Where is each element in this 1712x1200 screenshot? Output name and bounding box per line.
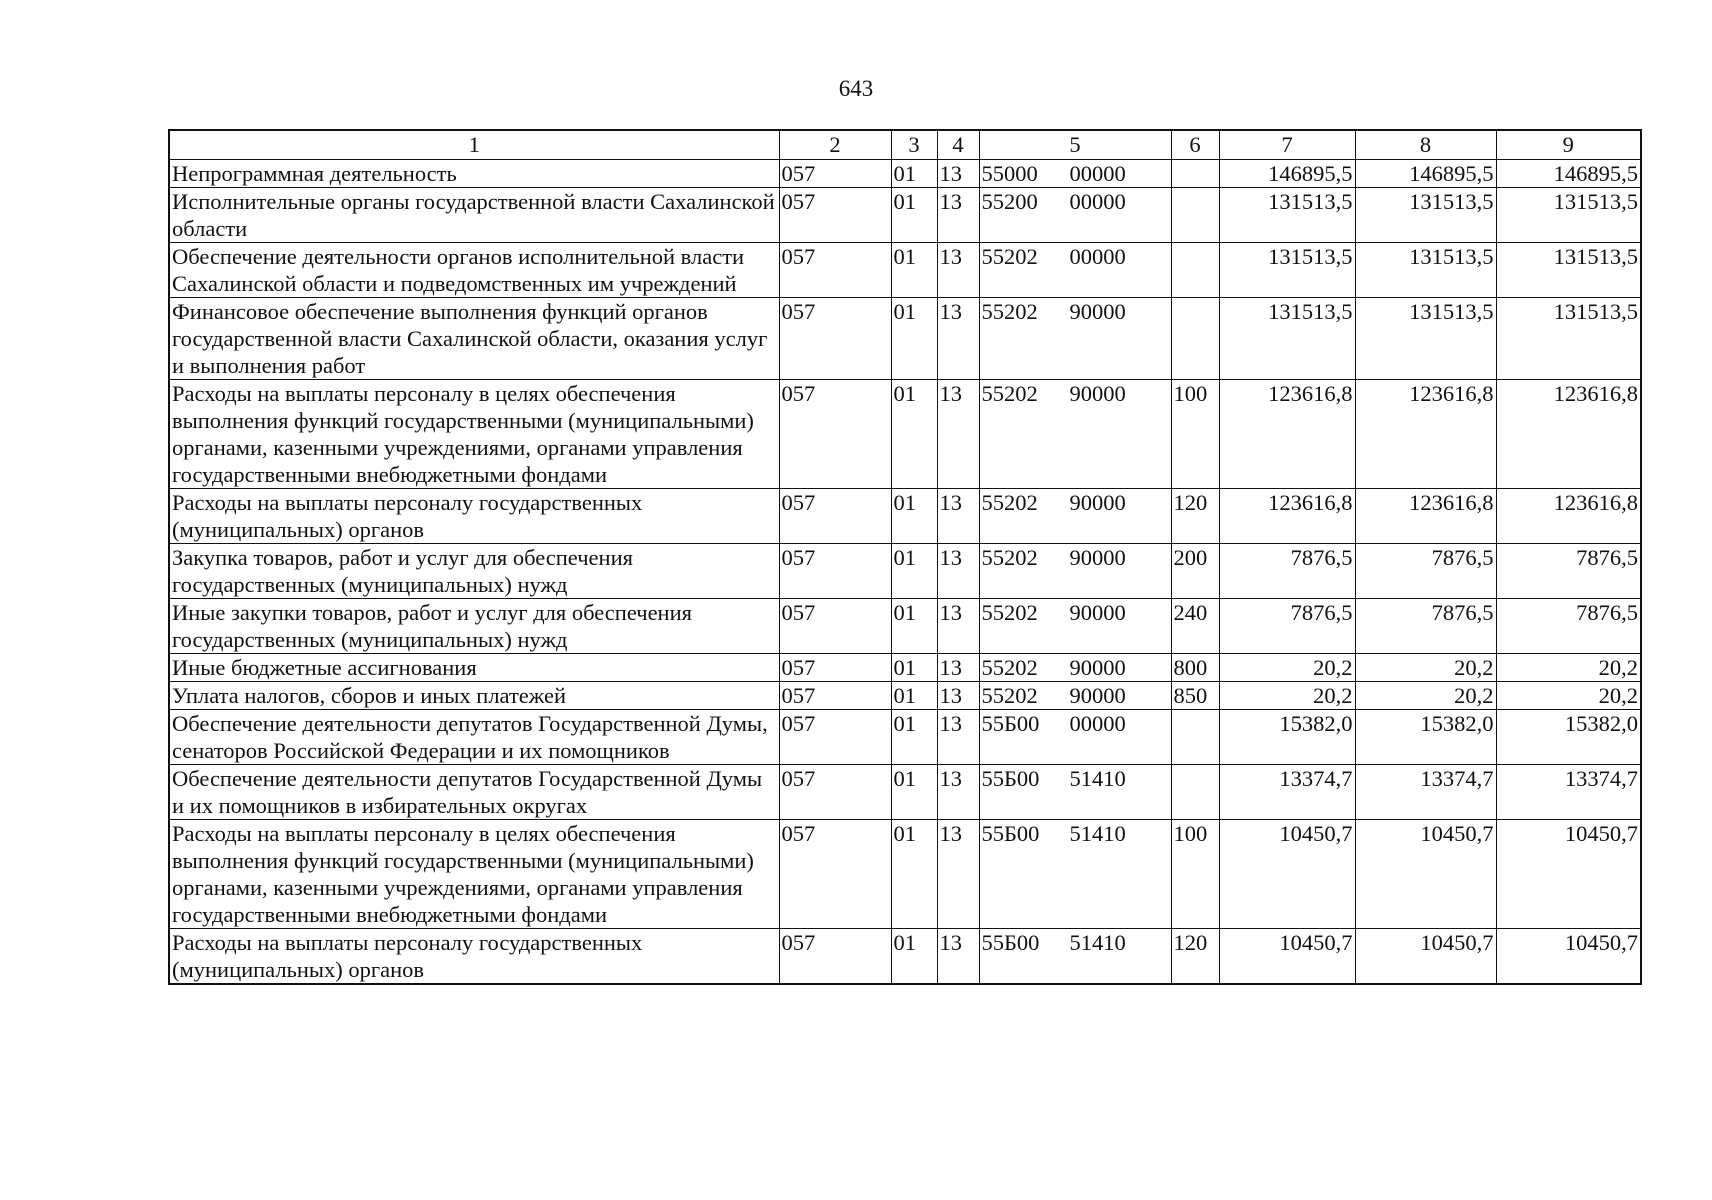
- target-article-code-part2: 00000: [1069, 161, 1126, 186]
- column-header: 8: [1355, 130, 1496, 160]
- target-article-code: [979, 298, 1171, 380]
- row-name: Исполнительные органы государственной власти Сахалинской области: [169, 188, 779, 243]
- page-number: 643: [838, 76, 874, 101]
- row-name: Расходы на выплаты персоналу в целях обеспечения выполнения функций государственными (муниципальными) органами, казенными учреждениями, органами управления государственными внебюджетными фондами: [169, 380, 779, 489]
- amount-col8: 15382,0: [1355, 710, 1496, 765]
- expense-type-code: 850: [1171, 682, 1219, 710]
- expense-type-code: [1171, 298, 1219, 380]
- section-code: 01: [891, 380, 937, 489]
- target-article-code-part2: 00000: [1069, 189, 1126, 214]
- ministry-code: 057: [779, 710, 891, 765]
- target-article-code-part2: 51410: [1069, 930, 1126, 955]
- target-article-code-part1: 55202: [981, 244, 1038, 269]
- amount-col9: 7876,5: [1496, 599, 1641, 654]
- ministry-code: 057: [779, 654, 891, 682]
- amount-col7: 123616,8: [1219, 380, 1355, 489]
- target-article-code-part1: 55202: [981, 683, 1038, 708]
- subsection-code: 13: [937, 188, 979, 243]
- ministry-code: 057: [779, 599, 891, 654]
- target-article-code: [979, 544, 1171, 599]
- amount-col9: 131513,5: [1496, 188, 1641, 243]
- header-row: [169, 130, 1641, 160]
- subsection-code: 13: [937, 243, 979, 298]
- target-article-code-part1: 55202: [981, 299, 1038, 324]
- amount-col9: 131513,5: [1496, 298, 1641, 380]
- ministry-code: 057: [779, 243, 891, 298]
- section-code: 01: [891, 929, 937, 985]
- target-article-code-part1: 55202: [981, 655, 1038, 680]
- row-name: Иные бюджетные ассигнования: [169, 654, 779, 682]
- target-article-code: [979, 765, 1171, 820]
- target-article-code-part1: 55Б00: [981, 766, 1040, 791]
- target-article-code-part2: 00000: [1069, 244, 1126, 269]
- amount-col8: 7876,5: [1355, 599, 1496, 654]
- amount-col7: 13374,7: [1219, 765, 1355, 820]
- expense-type-code: 200: [1171, 544, 1219, 599]
- expense-type-code: 120: [1171, 929, 1219, 985]
- row-name: Обеспечение деятельности депутатов Государственной Думы и их помощников в избирательных округах: [169, 765, 779, 820]
- target-article-code-part2: 90000: [1069, 683, 1126, 708]
- row-name: Иные закупки товаров, работ и услуг для обеспечения государственных (муниципальных) нужд: [169, 599, 779, 654]
- ministry-code: 057: [779, 160, 891, 188]
- expense-type-code: [1171, 710, 1219, 765]
- target-article-code-part2: 51410: [1069, 766, 1126, 791]
- row-name: Обеспечение деятельности депутатов Государственной Думы, сенаторов Российской Федерации и их помощников: [169, 710, 779, 765]
- amount-col7: 20,2: [1219, 682, 1355, 710]
- ministry-code: 057: [779, 820, 891, 929]
- subsection-code: 13: [937, 599, 979, 654]
- table-row: [169, 682, 1641, 710]
- target-article-code-part2: 00000: [1069, 711, 1126, 736]
- table-row: [169, 710, 1641, 765]
- amount-col8: 131513,5: [1355, 298, 1496, 380]
- amount-col8: 20,2: [1355, 682, 1496, 710]
- amount-col8: 123616,8: [1355, 489, 1496, 544]
- table-row: [169, 298, 1641, 380]
- row-name: Закупка товаров, работ и услуг для обеспечения государственных (муниципальных) нужд: [169, 544, 779, 599]
- target-article-code: [979, 682, 1171, 710]
- target-article-code: [979, 380, 1171, 489]
- table-row: [169, 160, 1641, 188]
- subsection-code: 13: [937, 929, 979, 985]
- table-row: [169, 243, 1641, 298]
- target-article-code: [979, 243, 1171, 298]
- target-article-code: [979, 820, 1171, 929]
- target-article-code-part2: 90000: [1069, 600, 1126, 625]
- ministry-code: 057: [779, 682, 891, 710]
- subsection-code: 13: [937, 160, 979, 188]
- column-header: 2: [779, 130, 891, 160]
- section-code: 01: [891, 243, 937, 298]
- subsection-code: 13: [937, 380, 979, 489]
- amount-col9: 7876,5: [1496, 544, 1641, 599]
- section-code: 01: [891, 765, 937, 820]
- target-article-code: [979, 599, 1171, 654]
- target-article-code-part2: 90000: [1069, 490, 1126, 515]
- amount-col7: 15382,0: [1219, 710, 1355, 765]
- column-header: 4: [937, 130, 979, 160]
- expense-type-code: [1171, 160, 1219, 188]
- amount-col8: 13374,7: [1355, 765, 1496, 820]
- column-header: 5: [979, 130, 1171, 160]
- amount-col9: 123616,8: [1496, 380, 1641, 489]
- amount-col7: 131513,5: [1219, 188, 1355, 243]
- amount-col8: 7876,5: [1355, 544, 1496, 599]
- ministry-code: 057: [779, 544, 891, 599]
- target-article-code-part1: 55202: [981, 381, 1038, 406]
- ministry-code: 057: [779, 298, 891, 380]
- row-name: Расходы на выплаты персоналу в целях обеспечения выполнения функций государственными (муниципальными) органами, казенными учреждениями, органами управления государственными внебюджетными фондами: [169, 820, 779, 929]
- amount-col8: 10450,7: [1355, 820, 1496, 929]
- ministry-code: 057: [779, 765, 891, 820]
- ministry-code: 057: [779, 489, 891, 544]
- row-name: Уплата налогов, сборов и иных платежей: [169, 682, 779, 710]
- amount-col7: 20,2: [1219, 654, 1355, 682]
- target-article-code-part2: 51410: [1069, 821, 1126, 846]
- subsection-code: 13: [937, 710, 979, 765]
- section-code: 01: [891, 654, 937, 682]
- section-code: 01: [891, 544, 937, 599]
- budget-table: [168, 129, 1642, 985]
- ministry-code: 057: [779, 380, 891, 489]
- amount-col8: 131513,5: [1355, 188, 1496, 243]
- amount-col9: 10450,7: [1496, 929, 1641, 985]
- table-row: [169, 654, 1641, 682]
- subsection-code: 13: [937, 544, 979, 599]
- amount-col7: 131513,5: [1219, 243, 1355, 298]
- target-article-code: [979, 654, 1171, 682]
- expense-type-code: 100: [1171, 380, 1219, 489]
- target-article-code-part1: 55Б00: [981, 930, 1040, 955]
- target-article-code-part2: 90000: [1069, 381, 1126, 406]
- section-code: 01: [891, 820, 937, 929]
- amount-col9: 20,2: [1496, 654, 1641, 682]
- section-code: 01: [891, 160, 937, 188]
- amount-col8: 20,2: [1355, 654, 1496, 682]
- expense-type-code: [1171, 765, 1219, 820]
- table-row: [169, 929, 1641, 985]
- row-name: Расходы на выплаты персоналу государственных (муниципальных) органов: [169, 929, 779, 985]
- amount-col9: 10450,7: [1496, 820, 1641, 929]
- target-article-code: [979, 710, 1171, 765]
- target-article-code-part1: 55200: [981, 189, 1038, 214]
- column-header: 7: [1219, 130, 1355, 160]
- subsection-code: 13: [937, 298, 979, 380]
- expense-type-code: 120: [1171, 489, 1219, 544]
- amount-col9: 146895,5: [1496, 160, 1641, 188]
- amount-col9: 20,2: [1496, 682, 1641, 710]
- row-name: Финансовое обеспечение выполнения функций органов государственной власти Сахалинской области, оказания услуг и выполнения работ: [169, 298, 779, 380]
- expense-type-code: [1171, 243, 1219, 298]
- subsection-code: 13: [937, 820, 979, 929]
- subsection-code: 13: [937, 654, 979, 682]
- expense-type-code: 240: [1171, 599, 1219, 654]
- target-article-code-part2: 90000: [1069, 299, 1126, 324]
- section-code: 01: [891, 710, 937, 765]
- row-name: Расходы на выплаты персоналу государственных (муниципальных) органов: [169, 489, 779, 544]
- expense-type-code: 100: [1171, 820, 1219, 929]
- target-article-code-part1: 55202: [981, 600, 1038, 625]
- amount-col9: 13374,7: [1496, 765, 1641, 820]
- amount-col7: 10450,7: [1219, 820, 1355, 929]
- section-code: 01: [891, 298, 937, 380]
- ministry-code: 057: [779, 929, 891, 985]
- column-header: 1: [169, 130, 779, 160]
- amount-col7: 146895,5: [1219, 160, 1355, 188]
- amount-col7: 10450,7: [1219, 929, 1355, 985]
- amount-col9: 123616,8: [1496, 489, 1641, 544]
- amount-col9: 15382,0: [1496, 710, 1641, 765]
- amount-col9: 131513,5: [1496, 243, 1641, 298]
- target-article-code-part1: 55202: [981, 490, 1038, 515]
- section-code: 01: [891, 599, 937, 654]
- target-article-code-part1: 55Б00: [981, 711, 1040, 736]
- section-code: 01: [891, 682, 937, 710]
- target-article-code-part1: 55000: [981, 161, 1038, 186]
- column-header: 3: [891, 130, 937, 160]
- subsection-code: 13: [937, 489, 979, 544]
- target-article-code-part2: 90000: [1069, 655, 1126, 680]
- target-article-code: [979, 929, 1171, 985]
- table-row: [169, 188, 1641, 243]
- table-row: [169, 765, 1641, 820]
- row-name: Непрограммная деятельность: [169, 160, 779, 188]
- amount-col7: 7876,5: [1219, 544, 1355, 599]
- column-header: 6: [1171, 130, 1219, 160]
- target-article-code: [979, 160, 1171, 188]
- row-name: Обеспечение деятельности органов исполнительной власти Сахалинской области и подведомственных им учреждений: [169, 243, 779, 298]
- amount-col8: 131513,5: [1355, 243, 1496, 298]
- target-article-code-part2: 90000: [1069, 545, 1126, 570]
- expense-type-code: 800: [1171, 654, 1219, 682]
- table-row: [169, 544, 1641, 599]
- target-article-code-part1: 55Б00: [981, 821, 1040, 846]
- amount-col7: 131513,5: [1219, 298, 1355, 380]
- table-row: [169, 820, 1641, 929]
- target-article-code-part1: 55202: [981, 545, 1038, 570]
- target-article-code: [979, 188, 1171, 243]
- section-code: 01: [891, 188, 937, 243]
- amount-col8: 146895,5: [1355, 160, 1496, 188]
- amount-col7: 7876,5: [1219, 599, 1355, 654]
- target-article-code: [979, 489, 1171, 544]
- table-row: [169, 380, 1641, 489]
- table-row: [169, 489, 1641, 544]
- amount-col8: 123616,8: [1355, 380, 1496, 489]
- expense-type-code: [1171, 188, 1219, 243]
- amount-col8: 10450,7: [1355, 929, 1496, 985]
- section-code: 01: [891, 489, 937, 544]
- subsection-code: 13: [937, 765, 979, 820]
- subsection-code: 13: [937, 682, 979, 710]
- amount-col7: 123616,8: [1219, 489, 1355, 544]
- column-header: 9: [1496, 130, 1641, 160]
- table-row: [169, 599, 1641, 654]
- ministry-code: 057: [779, 188, 891, 243]
